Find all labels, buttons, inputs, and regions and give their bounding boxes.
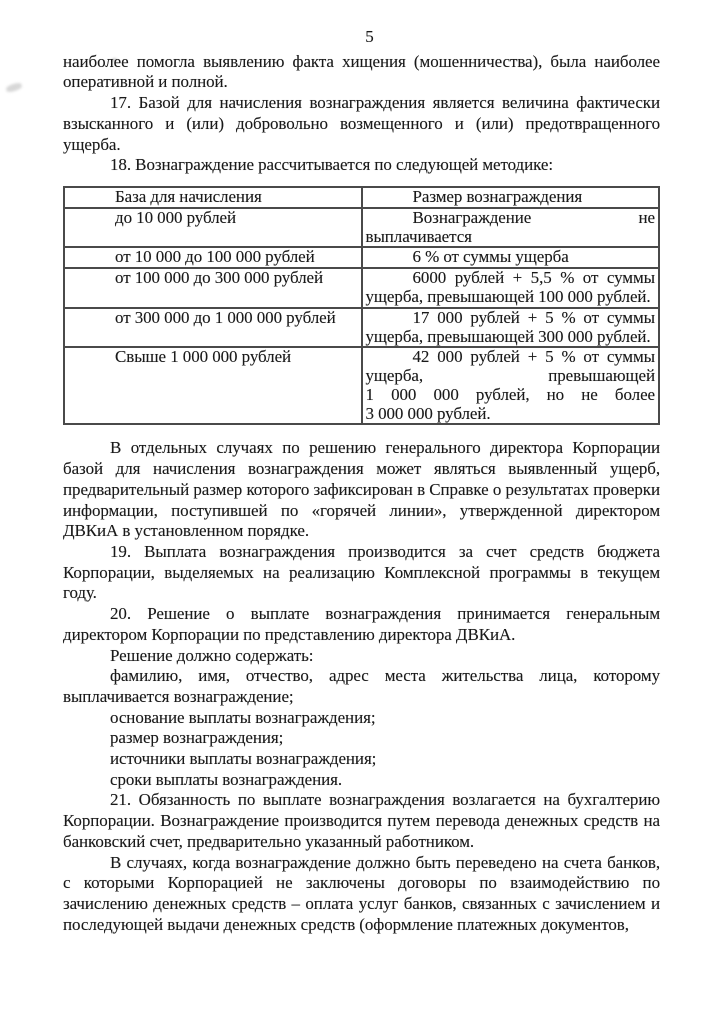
decision-list-item-terms: сроки выплаты вознаграждения. (110, 769, 343, 789)
paragraph-item-21: 21. Обязанность по выплате вознаграждения возлагается на бухгалтерию Корпорации. Вознаграждение производится путем перевода денежных средств на банковский счет, предварительно указанный работником. (63, 790, 660, 851)
page-content (63, 27, 660, 935)
reward-cell: 17 000 рублей + 5 % от суммы ущерба, превышающей 300 000 рублей. (362, 308, 660, 348)
decision-list-item-name: фамилию, имя, отчество, адрес места жительства лица, которому выплачивается вознаграждение; (63, 666, 660, 706)
table-row (64, 268, 659, 308)
table-row (64, 247, 659, 268)
base-cell: от 10 000 до 100 000 рублей (64, 247, 362, 268)
paragraph-decision-intro: Решение должно содержать: (110, 645, 314, 665)
scan-artifact-speck (5, 82, 22, 94)
decision-list-item-amount: размер вознаграждения; (110, 728, 284, 748)
table-row (64, 308, 659, 348)
reward-table-body (64, 208, 659, 425)
table-header-row (64, 187, 659, 208)
base-cell: от 300 000 до 1 000 000 рублей (64, 308, 362, 348)
paragraph-item-19: 19. Выплата вознаграждения производится за счет средств бюджета Корпорации, выделяемых на реализацию Комплексной программы в текущем году. (63, 542, 660, 603)
reward-calculation-table (63, 186, 660, 426)
reward-cell: 6000 рублей + 5,5 % от суммы ущерба, превышающей 100 000 рублей. (362, 268, 660, 308)
table-header-reward-column: Размер вознаграждения (362, 187, 660, 208)
table-row (64, 347, 659, 424)
paragraph-item-20: 20. Решение о выплате вознаграждения принимается генеральным директором Корпорации по представлению директора ДВКиА. (63, 604, 660, 644)
paragraph-item-18: 18. Вознаграждение рассчитывается по следующей методике: (110, 155, 554, 175)
page-number: 5 (365, 27, 374, 46)
decision-list-item-basis: основание выплаты вознаграждения; (110, 707, 376, 727)
base-cell: Свыше 1 000 000 рублей (64, 347, 362, 424)
reward-cell: Вознаграждение не выплачивается (362, 208, 660, 248)
paragraph-intro-continuation: наиболее помогла выявлению факта хищения (мошенничества), была наиболее оперативной и полной. (63, 51, 660, 92)
table-header-base-column: База для начисления (64, 187, 362, 208)
base-cell: до 10 000 рублей (64, 208, 362, 248)
reward-cell: 42 000 рублей + 5 % от суммы ущерба, превышающей 1 000 000 рублей, но не более 3 000 000 рублей. (362, 347, 660, 424)
paragraph-banks: В случаях, когда вознаграждение должно быть переведено на счета банков, с которыми Корпорацией не заключены договоры по взаимодействию по зачислению денежных средств – оплата услуг банков, связанных с зачислением и последующей выдачи денежных средств (оформление платежных документов, (63, 852, 660, 934)
base-cell: от 100 000 до 300 000 рублей (64, 268, 362, 308)
reward-table-head (64, 187, 659, 208)
paragraph-item-17: 17. Базой для начисления вознаграждения является величина фактически взысканного и (или) добровольно возмещенного и (или) предотвращенного ущерба. (63, 93, 660, 154)
table-row (64, 208, 659, 248)
decision-list-item-sources: источники выплаты вознаграждения; (110, 749, 377, 769)
paragraph-special-cases: В отдельных случаях по решению генерального директора Корпорации базой для начисления вознаграждения может являться выявленный ущерб, предварительный размер которого зафиксирован в Справке о результатах проверки информации, поступившей по «горячей линии», утвержденной директором ДВКиА в установленном порядке. (63, 438, 660, 541)
reward-cell: 6 % от суммы ущерба (362, 247, 660, 268)
